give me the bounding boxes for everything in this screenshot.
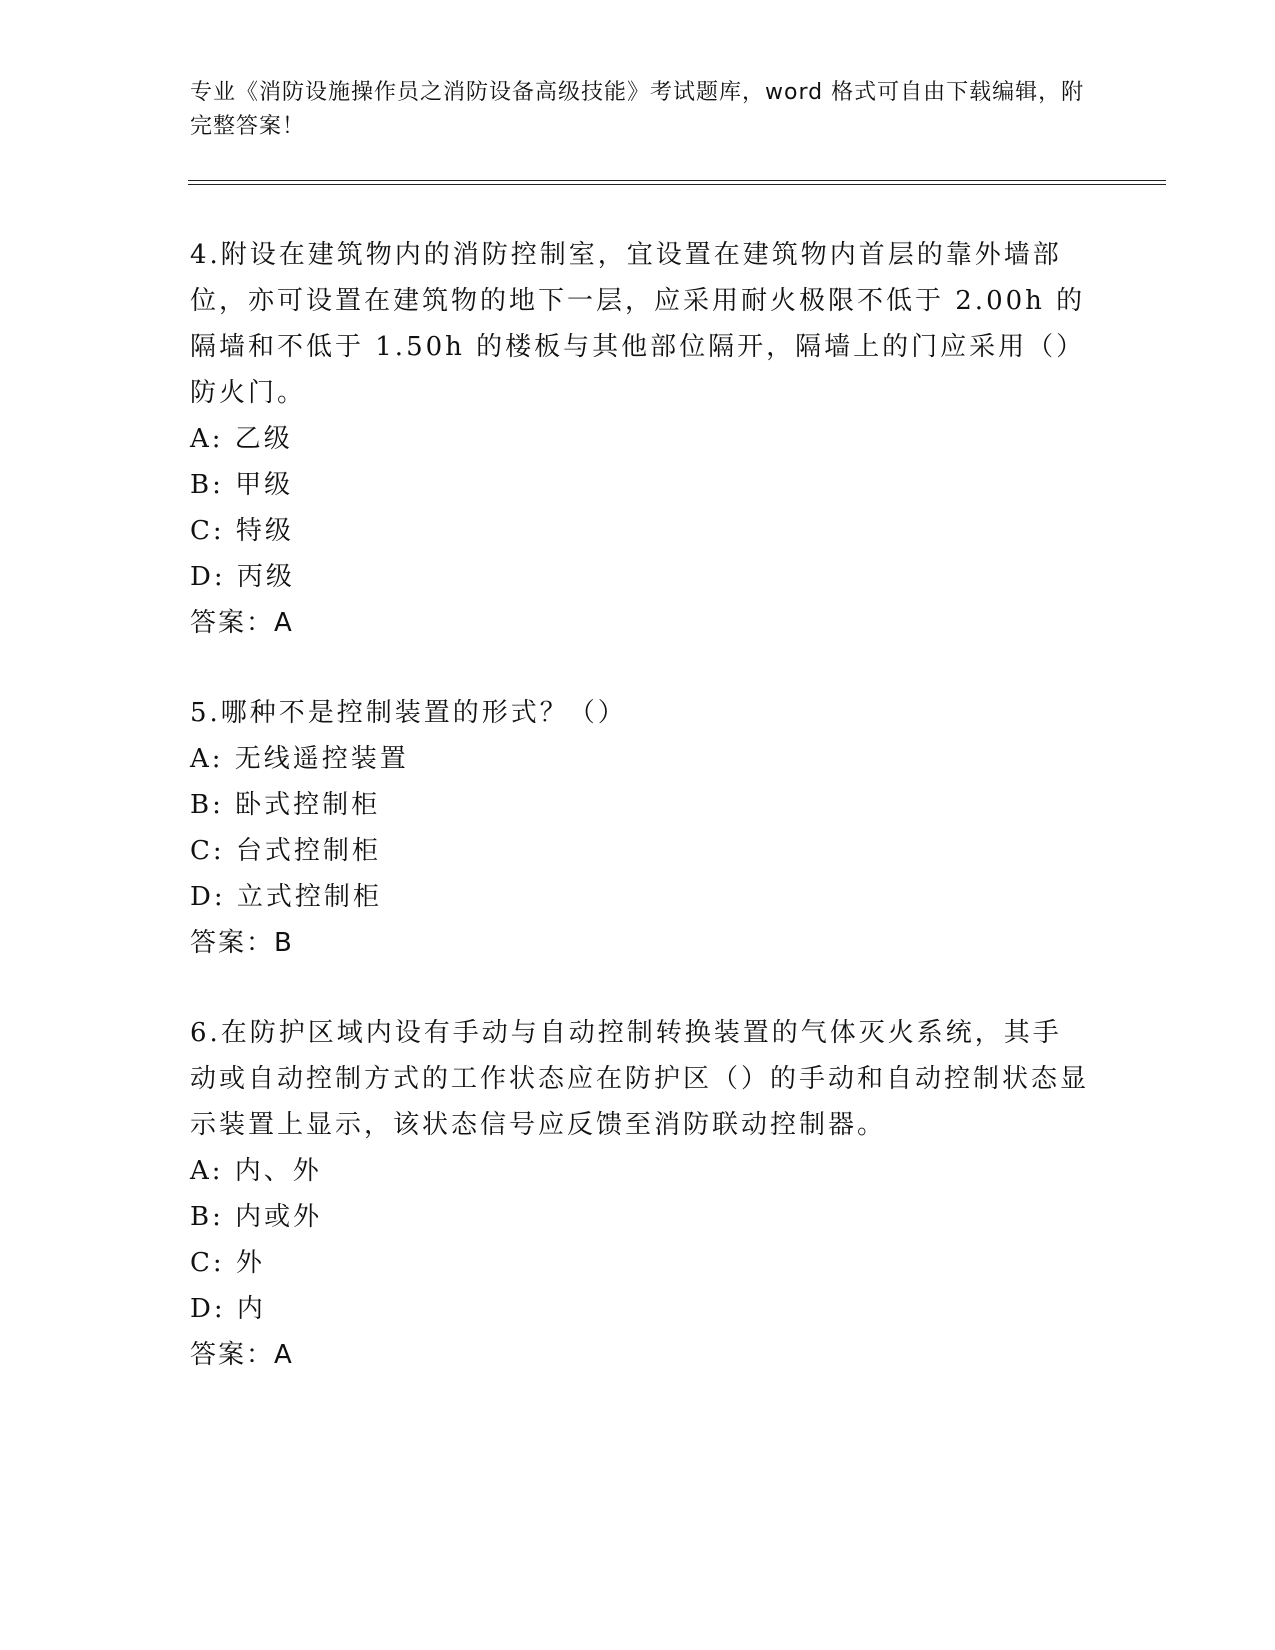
question-option-c: C: 外: [190, 1248, 265, 1278]
question-option-d: D: 内: [190, 1294, 266, 1324]
question-stem: 6.在防护区域内设有手动与自动控制转换装置的气体灭火系统，其手动或自动控制方式的工作状态应在防护区（）的手动和自动控制状态显示装置上显示，该状态信号应反馈至消防联动控制器。: [190, 1018, 1090, 1140]
question-stem: 5.哪种不是控制装置的形式？（）: [190, 698, 627, 728]
question-item: [190, 232, 1090, 646]
document-header: [190, 76, 1090, 144]
header-divider-bottom: [188, 184, 1166, 185]
header-intro-text: 专业《消防设施操作员之消防设备高级技能》考试题库，word 格式可自由下载编辑，附完整答案！: [190, 80, 1085, 139]
question-option-c: C: 台式控制柜: [190, 836, 381, 866]
question-option-b: B: 甲级: [190, 470, 294, 500]
question-option-a: A: 无线遥控装置: [190, 744, 409, 774]
question-option-b: B: 卧式控制柜: [190, 790, 381, 820]
question-answer: 答案：A: [190, 608, 294, 638]
header-divider-top: [188, 180, 1166, 181]
question-item: [190, 690, 1090, 966]
question-option-c: C: 特级: [190, 516, 294, 546]
question-option-b: B: 内或外: [190, 1202, 323, 1232]
question-option-a: A: 内、外: [190, 1156, 322, 1186]
question-item: [190, 1010, 1090, 1378]
question-option-d: D: 丙级: [190, 562, 295, 592]
question-stem: 4.附设在建筑物内的消防控制室，宜设置在建筑物内首层的靠外墙部位，亦可设置在建筑物的地下一层，应采用耐火极限不低于 2.00h 的隔墙和不低于 1.50h 的楼板与其他部位隔开，隔墙上的门应采用（）防火门。: [190, 240, 1086, 408]
question-answer: 答案：B: [190, 928, 294, 958]
question-option-a: A: 乙级: [190, 424, 293, 454]
question-option-d: D: 立式控制柜: [190, 882, 382, 912]
question-answer: 答案：A: [190, 1340, 294, 1370]
question-list: [190, 232, 1090, 1422]
